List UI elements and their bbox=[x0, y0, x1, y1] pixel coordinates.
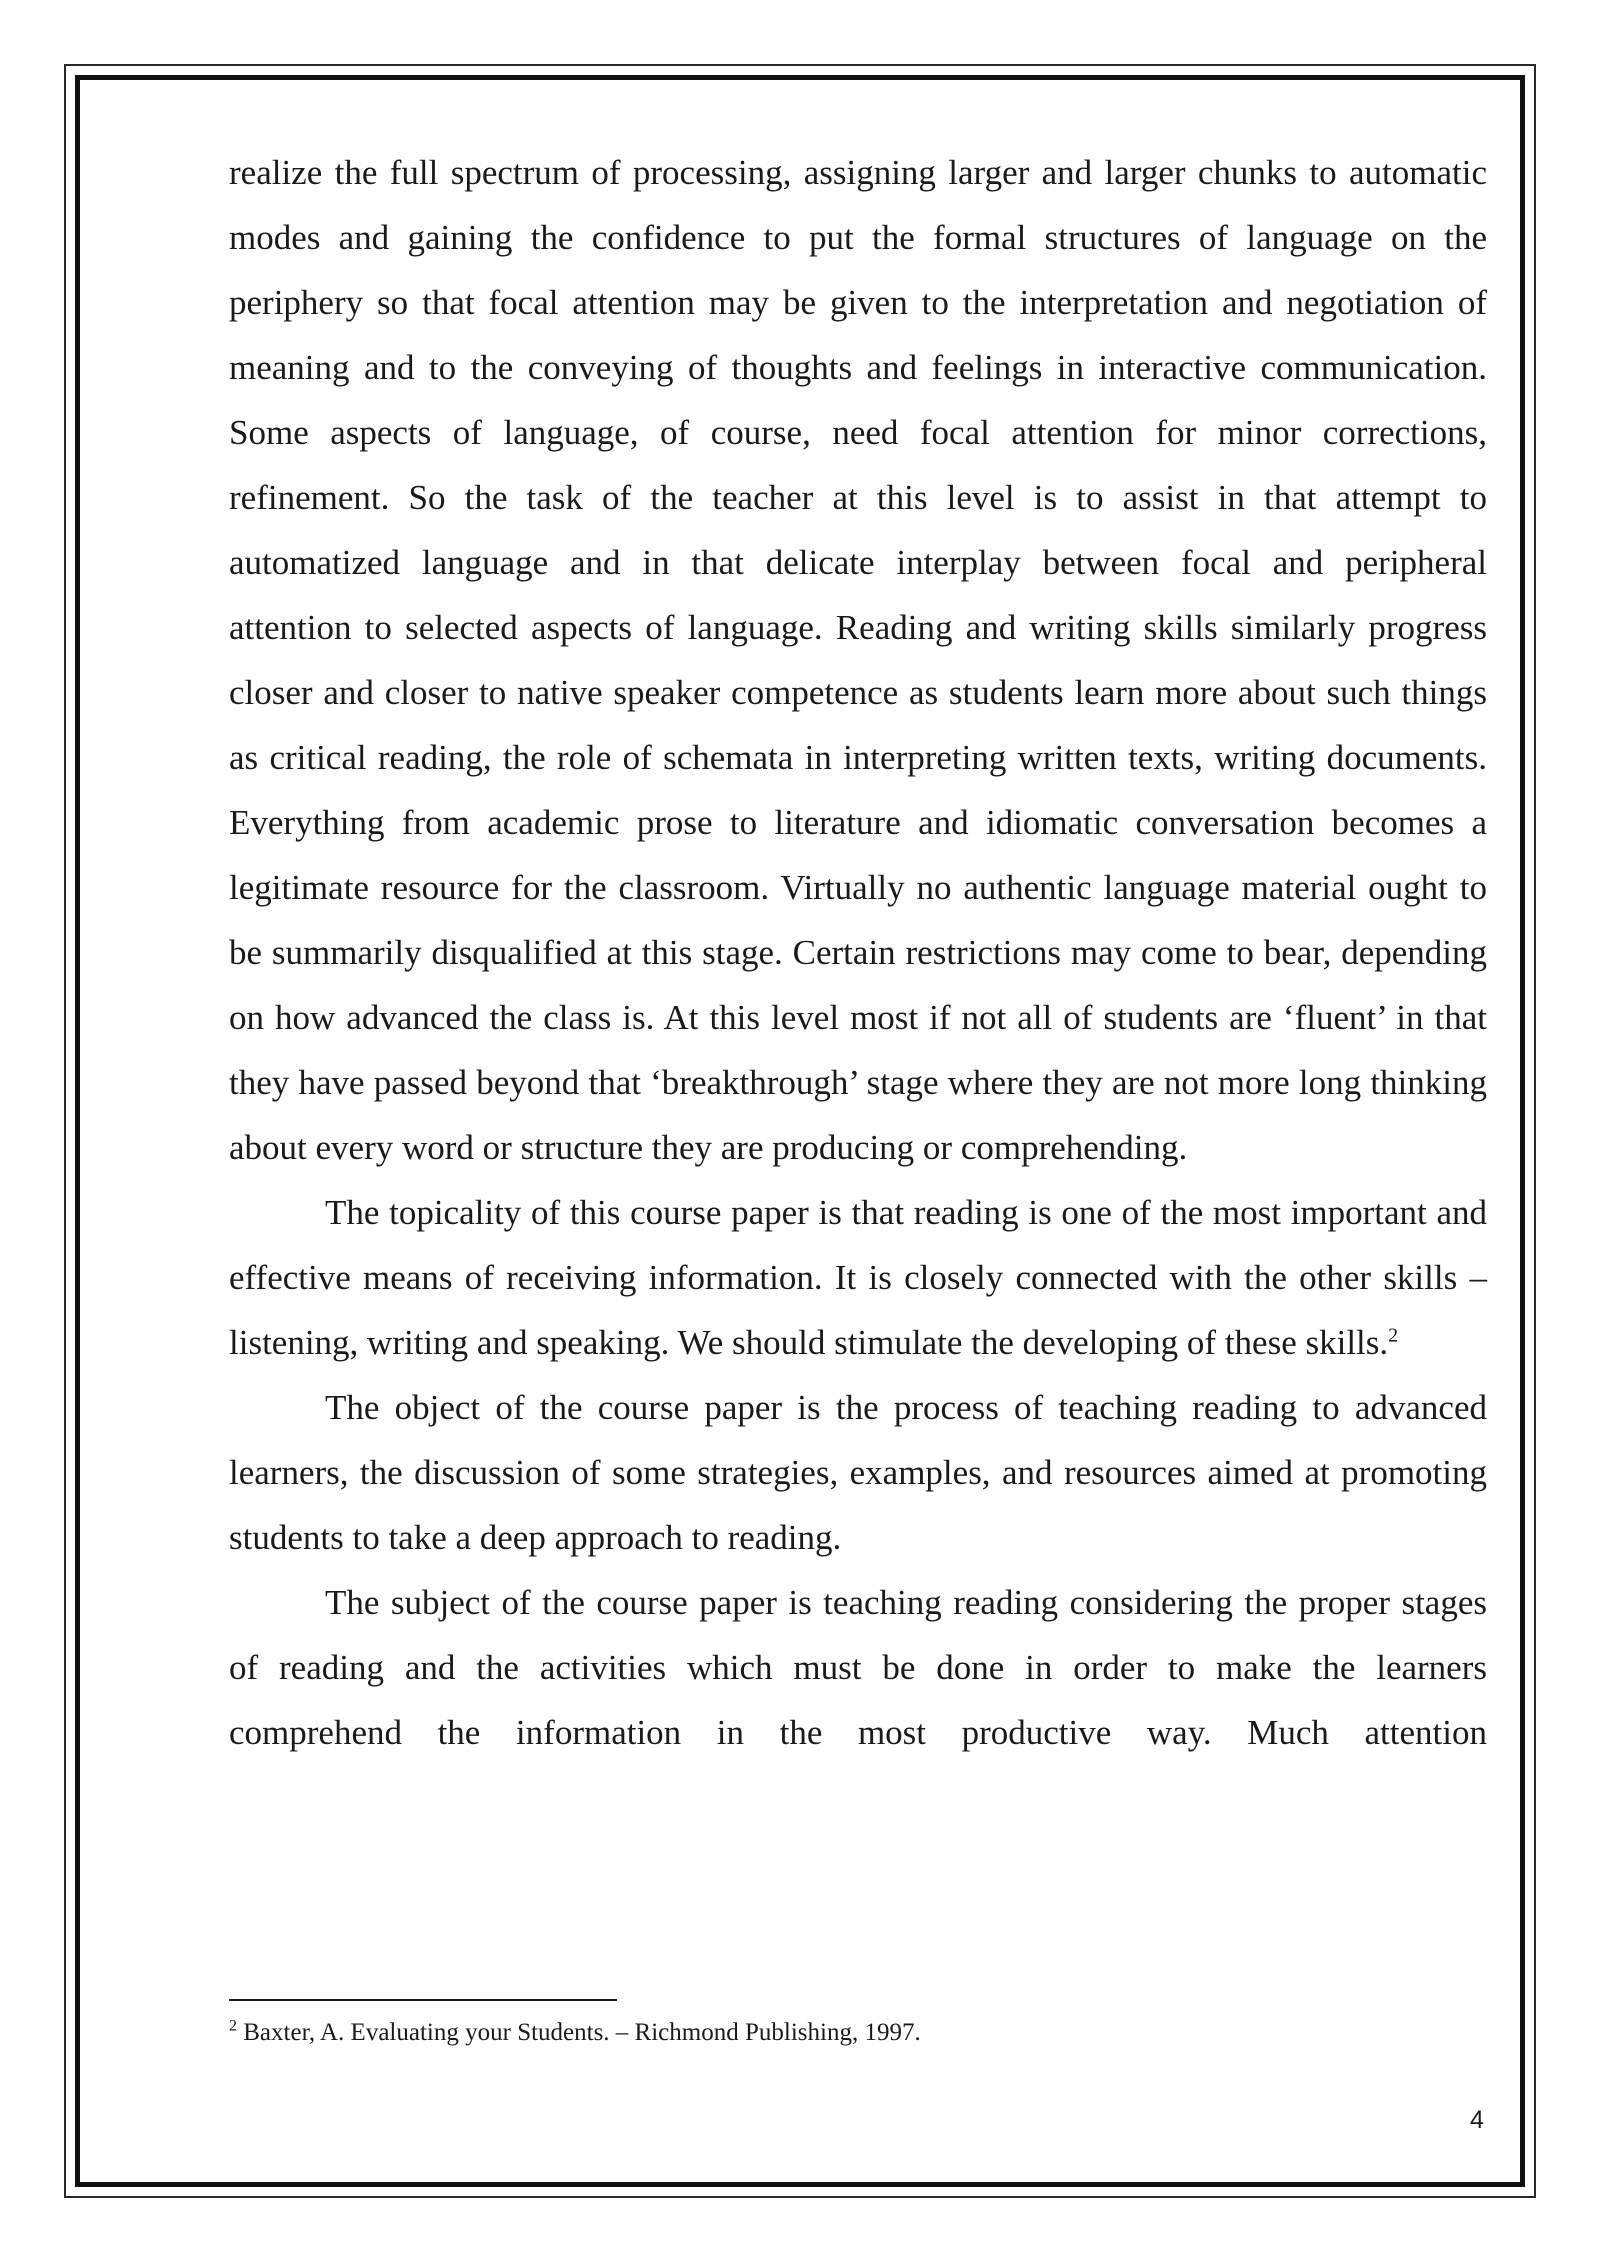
paragraph-subject: The subject of the course paper is teaching reading considering the proper stages of reading and the activities which must be done in order to make the learners comprehend the information in the most productive way. Much attention bbox=[229, 1583, 1487, 1752]
paragraph-topicality bbox=[229, 1180, 1487, 1375]
footnote-text: Baxter, A. Evaluating your Students. – Richmond Publishing, 1997. bbox=[237, 2019, 921, 2046]
page-number: 4 bbox=[1470, 2106, 1484, 2134]
paragraph-object: The object of the course paper is the process of teaching reading to advanced learners, the discussion of some strategies, examples, and resources aimed at promoting students to take a deep approach to reading. bbox=[229, 1388, 1487, 1557]
body-text bbox=[229, 140, 1487, 1765]
footnote-separator bbox=[229, 1999, 617, 2001]
footnote-marker: 2 bbox=[229, 2017, 237, 2035]
footnote bbox=[229, 2016, 921, 2050]
footnote-reference[interactable]: 2 bbox=[1388, 1324, 1399, 1347]
paragraph-topicality-text: The topicality of this course paper is that reading is one of the most important and effective means of receiving information. It is closely connected with the other skills – listening, writing and speaking. We should stimulate the developing of these skills. bbox=[229, 1193, 1487, 1362]
paragraph-continuation: realize the full spectrum of processing, assigning larger and larger chunks to automatic modes and gaining the confidence to put the formal structures of language on the periphery so that focal attention may be given to the interpretation and negotiation of meaning and to the conveying of thoughts and feelings in interactive communication. Some aspects of language, of course, need focal attention for minor corrections, refinement. So the task of the teacher at this level is to assist in that attempt to automatized language and in that delicate interplay between focal and peripheral attention to selected aspects of language. Reading and writing skills similarly progress closer and closer to native speaker competence as students learn more about such things as critical reading, the role of schemata in interpreting written texts, writing documents. Everything from academic prose to literature and idiomatic conversation becomes a legitimate resource for the classroom. Virtually no authentic language material ought to be summarily disqualified at this stage. Certain restrictions may come to bear, depending on how advanced the class is. At this level most if not all of students are ‘fluent’ in that they have passed beyond that ‘breakthrough’ stage where they are not more long thinking about every word or structure they are producing or comprehending. bbox=[229, 153, 1487, 1167]
